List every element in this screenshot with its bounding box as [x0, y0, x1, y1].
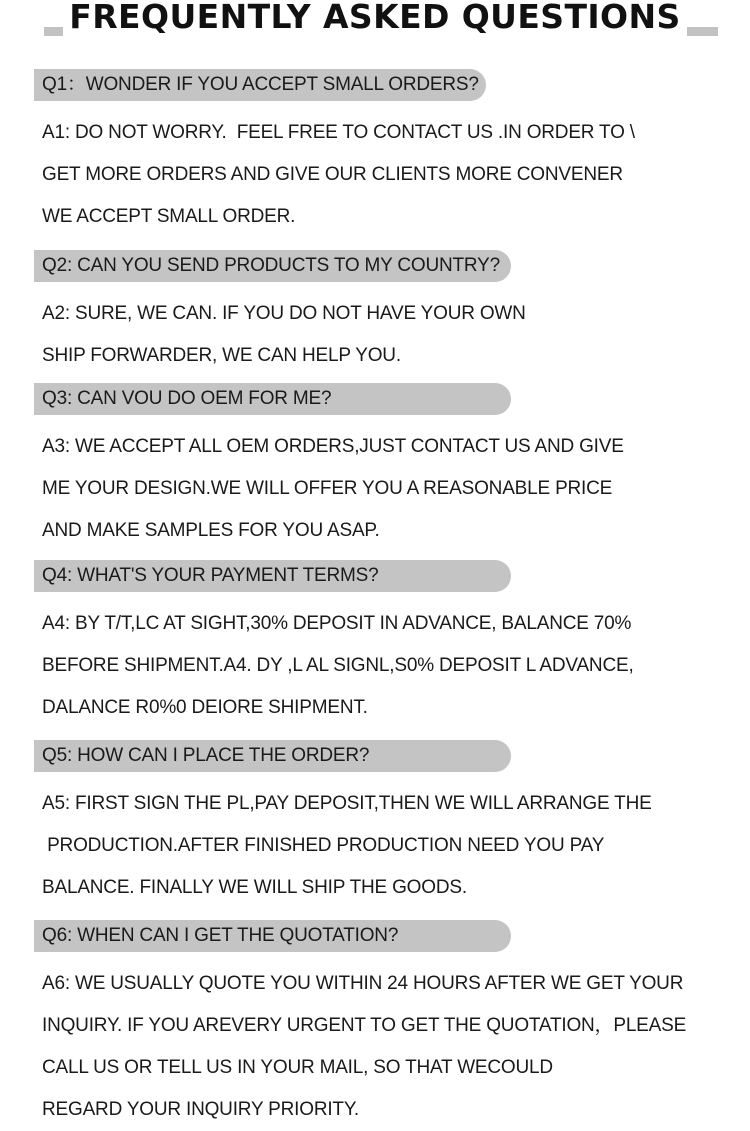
faq-answer-1-line-3: WE ACCEPT SMALL ORDER. [42, 206, 296, 227]
faq-answer-4-line-1: A4: BY T/T,LC AT SIGHT,30% DEPOSIT IN ADVANCE, BALANCE 70% [42, 613, 632, 634]
faq-answer-6-line-2: INQUIRY. IF YOU AREVERY URGENT TO GET THE QUOTATION，PLEASE [42, 1015, 687, 1036]
faq-question-1: Q1：WONDER IF YOU ACCEPT SMALL ORDERS? [34, 69, 486, 101]
faq-answer-3-line-2: ME YOUR DESIGN.WE WILL OFFER YOU A REASONABLE PRICE [42, 478, 613, 499]
faq-question-5: Q5: HOW CAN I PLACE THE ORDER? [34, 740, 511, 772]
faq-answer-4-line-3: DALANCE R0%0 DEIORE SHIPMENT. [42, 697, 368, 718]
faq-answer-6-line-3: CALL US OR TELL US IN YOUR MAIL, SO THAT WECOULD [42, 1057, 553, 1078]
faq-answer-5-line-1: A5: FIRST SIGN THE PL,PAY DEPOSIT,THEN WE WILL ARRANGE THE [42, 793, 652, 814]
faq-answer-4-line-2: BEFORE SHIPMENT.A4. DY ,L AL SIGNL,S0% DEPOSIT L ADVANCE, [42, 655, 634, 676]
faq-question-2: Q2: CAN YOU SEND PRODUCTS TO MY COUNTRY? [34, 250, 511, 282]
faq-answer-3-line-3: AND MAKE SAMPLES FOR YOU ASAP. [42, 520, 380, 541]
faq-answer-1-line-1: A1: DO NOT WORRY. FEEL FREE TO CONTACT US .IN ORDER TO \ [42, 122, 635, 143]
faq-answer-2-line-1: A2: SURE, WE CAN. IF YOU DO NOT HAVE YOUR OWN [42, 303, 526, 324]
faq-answer-6-line-4: REGARD YOUR INQUIRY PRIORITY. [42, 1099, 359, 1120]
page-title: FREQUENTLY ASKED QUESTIONS [0, 0, 750, 37]
faq-answer-3-line-1: A3: WE ACCEPT ALL OEM ORDERS,JUST CONTACT US AND GIVE [42, 436, 624, 457]
faq-answer-6-line-1: A6: WE USUALLY QUOTE YOU WITHIN 24 HOURS AFTER WE GET YOUR [42, 973, 684, 994]
faq-answer-5-line-2: PRODUCTION.AFTER FINISHED PRODUCTION NEED YOU PAY [42, 835, 605, 856]
faq-question-4: Q4: WHAT'S YOUR PAYMENT TERMS? [34, 560, 511, 592]
faq-question-6: Q6: WHEN CAN I GET THE QUOTATION? [34, 920, 511, 952]
faq-answer-1-line-2: GET MORE ORDERS AND GIVE OUR CLIENTS MORE CONVENER [42, 164, 623, 185]
faq-answer-5-line-3: BALANCE. FINALLY WE WILL SHIP THE GOODS. [42, 877, 467, 898]
faq-question-3: Q3: CAN VOU DO OEM FOR ME? [34, 383, 511, 415]
faq-answer-2-line-2: SHIP FORWARDER, WE CAN HELP YOU. [42, 345, 401, 366]
faq-header [0, 0, 750, 44]
